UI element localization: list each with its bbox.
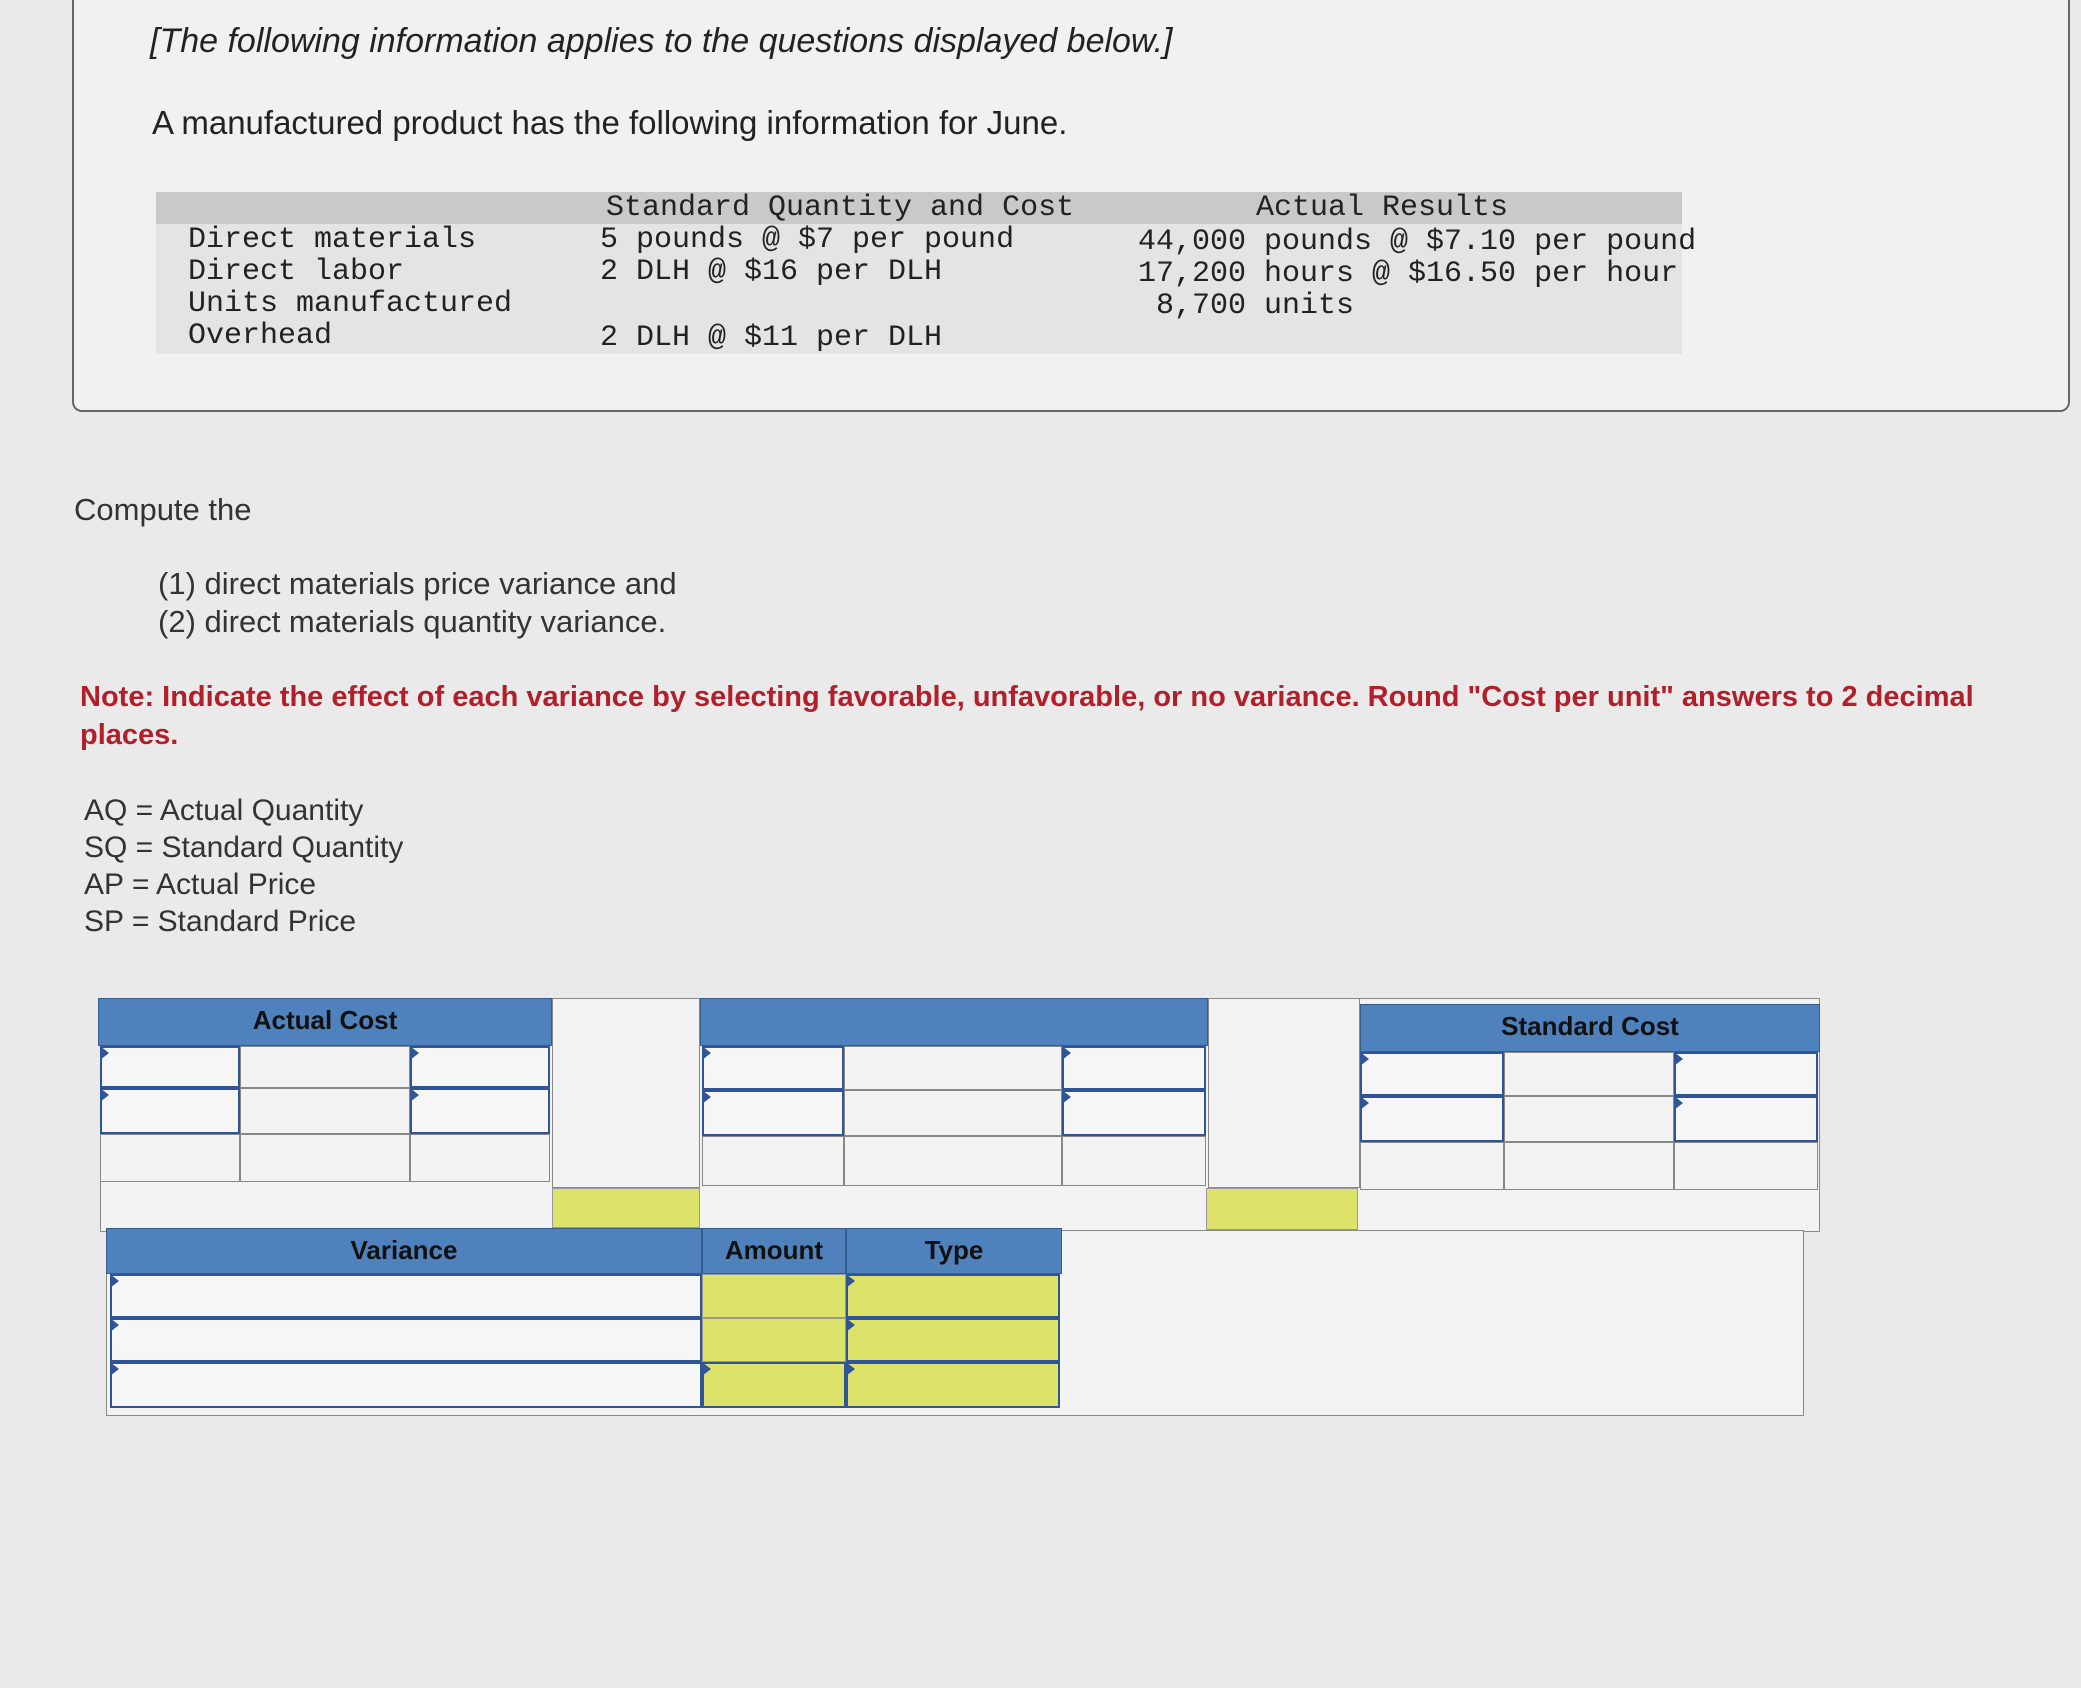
row-label: Overhead [188, 319, 333, 353]
standard-cost-times-cell [1504, 1096, 1674, 1142]
actual-cost-ap-value-input[interactable] [410, 1088, 550, 1134]
variance-label-input-1[interactable] [110, 1274, 702, 1318]
variance-label-input-3[interactable] [110, 1362, 702, 1408]
row-actual: 17,200 hours @ $16.50 per hour [1138, 257, 1679, 291]
legend-aq: AQ = Actual Quantity [84, 794, 364, 827]
variance-label-input-2[interactable] [110, 1318, 702, 1362]
row-actual: 44,000 pounds @ $7.10 per pound [1138, 225, 1697, 259]
variance-type-select-3[interactable] [846, 1362, 1060, 1408]
actual-cost-result-cell [100, 1134, 240, 1182]
col-actual-header: Actual Results [1256, 191, 1509, 225]
variance-type-select-1[interactable] [846, 1274, 1060, 1318]
quantity-variance-answer-cell[interactable] [1206, 1188, 1358, 1230]
variance-type-select-2[interactable] [846, 1318, 1060, 1362]
actual-cost-result-cell [410, 1134, 550, 1182]
standard-cost-header: Standard Cost [1360, 1004, 1820, 1052]
spacer-column [552, 998, 700, 1188]
legend-ap: AP = Actual Price [84, 868, 317, 901]
variance-amount-1[interactable] [702, 1274, 846, 1318]
middle-aq-value-input[interactable] [702, 1090, 844, 1136]
standard-cost-operator-cell [1504, 1052, 1674, 1096]
actual-cost-operator-cell [240, 1046, 410, 1088]
question-item-2: (2) direct materials quantity variance. [158, 604, 667, 639]
legend-sq: SQ = Standard Quantity [84, 831, 404, 864]
middle-result-cell [844, 1136, 1062, 1186]
info-table [156, 191, 1697, 355]
standard-cost-result-cell [1360, 1142, 1504, 1190]
intro-italic-note: [The following information applies to the questions displayed below.] [150, 22, 1173, 60]
middle-aq-input[interactable] [702, 1046, 844, 1090]
standard-cost-result-cell [1504, 1142, 1674, 1190]
variance-amount-2[interactable] [702, 1318, 846, 1362]
variance-amount-3[interactable] [702, 1362, 846, 1408]
row-label: Direct labor [188, 255, 405, 289]
middle-sp-input[interactable] [1062, 1046, 1206, 1090]
price-variance-answer-cell[interactable] [552, 1188, 700, 1228]
standard-cost-result-cell [1674, 1142, 1818, 1190]
middle-result-cell [702, 1136, 844, 1186]
intro-lead: A manufactured product has the following information for June. [152, 104, 1068, 141]
actual-cost-aq-input[interactable] [100, 1046, 240, 1088]
compute-heading: Compute the [74, 492, 252, 527]
variance-header: Variance [106, 1228, 702, 1274]
row-standard: 2 DLH @ $11 per DLH [600, 321, 943, 355]
actual-cost-ap-input[interactable] [410, 1046, 550, 1088]
middle-operator-cell [844, 1046, 1062, 1090]
row-label: Direct materials [188, 223, 477, 257]
actual-cost-result-cell [240, 1134, 410, 1182]
instruction-note: Note: Indicate the effect of each variance by selecting favorable, unfavorable, or no variance. Round "Cost per unit" answers to 2 decimal places. [80, 681, 1974, 751]
middle-result-cell [1062, 1136, 1206, 1186]
standard-cost-sq-input[interactable] [1360, 1052, 1504, 1096]
actual-cost-aq-value-input[interactable] [100, 1088, 240, 1134]
legend-sp: SP = Standard Price [84, 905, 357, 938]
question-item-1: (1) direct materials price variance and [158, 566, 677, 601]
middle-header [700, 998, 1208, 1046]
col-standard-header: Standard Quantity and Cost [606, 191, 1075, 225]
row-standard: 5 pounds @ $7 per pound [600, 223, 1015, 257]
actual-cost-header: Actual Cost [98, 998, 552, 1046]
standard-cost-sp-value-input[interactable] [1674, 1096, 1818, 1142]
middle-sp-value-input[interactable] [1062, 1090, 1206, 1136]
middle-times-cell [844, 1090, 1062, 1136]
row-actual: 8,700 units [1138, 289, 1355, 323]
spacer-column [1208, 998, 1360, 1188]
row-standard: 2 DLH @ $16 per DLH [600, 255, 943, 289]
type-header: Type [846, 1228, 1062, 1274]
row-label: Units manufactured [188, 287, 513, 321]
standard-cost-sq-value-input[interactable] [1360, 1096, 1504, 1142]
amount-header: Amount [702, 1228, 846, 1274]
standard-cost-sp-input[interactable] [1674, 1052, 1818, 1096]
actual-cost-times-cell [240, 1088, 410, 1134]
